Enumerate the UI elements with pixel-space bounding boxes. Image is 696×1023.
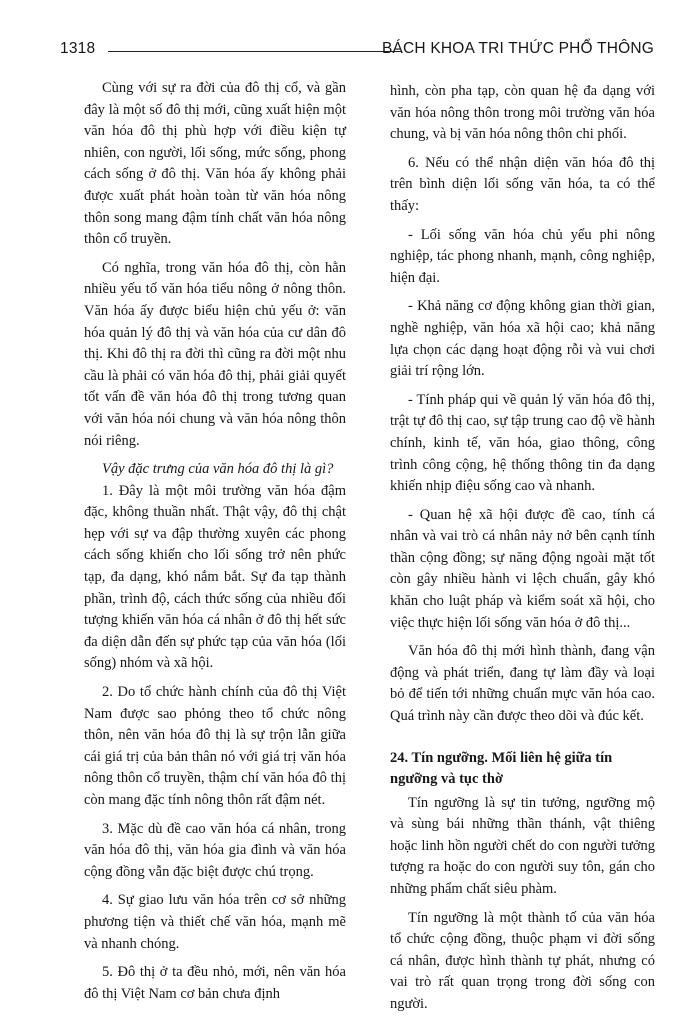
question-paragraph: Vậy đặc trưng của văn hóa đô thị là gì? xyxy=(102,461,334,478)
right-column xyxy=(390,81,655,1023)
section-title: 24. Tín ngưỡng. Mối liên hệ giữa tín ngưỡng và tục thờ xyxy=(390,749,613,787)
page-header xyxy=(60,40,654,64)
paragraph: 2. Do tổ chức hành chính của đô thị Việt Nam được sao phỏng theo tổ chức nông thôn, nên văn hóa đô thị là sự trộn lẫn giữa cái giá trị của bản thân nó với giá trị văn hóa nông thôn cổ truyền, thậm chí văn hóa đô thị còn mang đặc tính nông thôn rất đậm nét. xyxy=(84,684,346,808)
list-item: - Quan hệ xã hội được đề cao, tính cá nhân và vai trò cá nhân nảy nở bên cạnh tính thần cộng đồng; sự năng động ngoài mặt tốt còn gây nhiều hành vi lệch chuẩn, gây khó khăn cho luật pháp và kiểm soát xã hội, cho việc thực hiện lối sống văn hóa ở đô thị... xyxy=(390,506,655,631)
header-rule xyxy=(108,51,402,52)
list-item: - Khả năng cơ động không gian thời gian, nghề nghiệp, văn hóa xã hội cao; khả năng lựa chọn các dạng hoạt động rỗi và vui chơi giải trí rộng lớn. xyxy=(390,298,655,380)
paragraph: Cùng với sự ra đời của đô thị cổ, và gần đây là một số đô thị mới, cũng xuất hiện một văn hóa đô thị phù hợp với điều kiện tự nhiên, con người, lối sống, mức sống, phong cách sống ở đô thị. Văn hóa ấy không phải được xuất phát hoàn toàn từ văn hóa nông thôn song mang đậm tính chất văn hóa nông thôn cổ truyền. xyxy=(84,80,346,248)
page-number: 1318 xyxy=(60,40,96,57)
paragraph: 1. Đây là một môi trường văn hóa đậm đặc, không thuần nhất. Thật vậy, đô thị chật hẹp với sự va đập thường xuyên các phong cách sống khiến cho lối sống trở nên phức tạp, đa dạng, khó nắm bắt. Sự đa tạp thành phần, trình độ, cách thức sống của nhiều đối tượng khiến văn hóa cá nhân ở đô thị hết sức đa diện dẫn đến sự phức tạp của văn hóa (lối sống) nhóm và xã hội. xyxy=(84,482,346,672)
left-column xyxy=(84,78,346,1012)
book-title: BÁCH KHOA TRI THỨC PHỔ THÔNG xyxy=(381,40,654,57)
list-item: - Lối sống văn hóa chủ yếu phi nông nghiệp, tác phong nhanh, mạnh, công nghiệp, hiện đại. xyxy=(390,226,655,286)
paragraph: Tín ngưỡng là một thành tố của văn hóa tổ chức cộng đồng, thuộc phạm vi đời sống cá nhân, được hình thành tự phát, nhưng có vai trò rất quan trọng trong đời sống con người. xyxy=(390,909,655,1012)
paragraph: 4. Sự giao lưu văn hóa trên cơ sở những phương tiện và thiết chế văn hóa, mạnh mẽ và nhanh chóng. xyxy=(84,892,346,952)
paragraph: Văn hóa đô thị mới hình thành, đang vận động và phát triển, đang tự làm đầy và loại bỏ để tiến tới những chuẩn mực văn hóa cao. Quá trình này cần được theo dõi và đúc kết. xyxy=(390,643,655,725)
paragraph: hình, còn pha tạp, còn quan hệ đa dạng với văn hóa nông thôn trong môi trường văn hóa chung, và bị văn hóa nông thôn chi phối. xyxy=(390,83,655,143)
paragraph: 5. Đô thị ở ta đều nhỏ, mới, nên văn hóa đô thị Việt Nam cơ bản chưa định xyxy=(84,964,346,1002)
paragraph: Tín ngưỡng là sự tin tưởng, ngưỡng mộ và sùng bái những thần thánh, vật thiêng hoặc linh hồn người chết do con người tưởng tượng ra hoặc do con người suy tôn, gán cho những phẩm chất siêu phàm. xyxy=(390,794,655,897)
paragraph: 6. Nếu có thể nhận diện văn hóa đô thị trên bình diện lối sống văn hóa, ta có thể thấy: xyxy=(390,154,655,214)
paragraph: 3. Mặc dù đề cao văn hóa cá nhân, trong văn hóa đô thị, văn hóa gia đình và văn hóa cộng đồng vẫn đặc biệt được chú trọng. xyxy=(84,820,346,880)
paragraph: Có nghĩa, trong văn hóa đô thị, còn hằn nhiều yếu tố văn hóa tiểu nông ở nông thôn. Văn hóa ấy được biểu hiện chủ yếu ở: văn hóa quản lý đô thị và văn hóa của cư dân đô thị. Khi đô thị ra đời thì cũng ra đời một nhu cầu là phải có văn hóa đô thị, phải giải quyết tốt vấn đề văn hóa đô thị trong tương quan với văn hóa nói chung và văn hóa nông thôn nói riêng. xyxy=(84,259,346,449)
list-item: - Tính pháp qui về quản lý văn hóa đô thị, trật tự đô thị cao, sự tập trung cao độ về hành chính, kinh tế, văn hóa, giao thông, công trình công cộng, hệ thống thông tin đa dạng khiến nhịp điệu sống cao và nhanh. xyxy=(390,391,655,495)
